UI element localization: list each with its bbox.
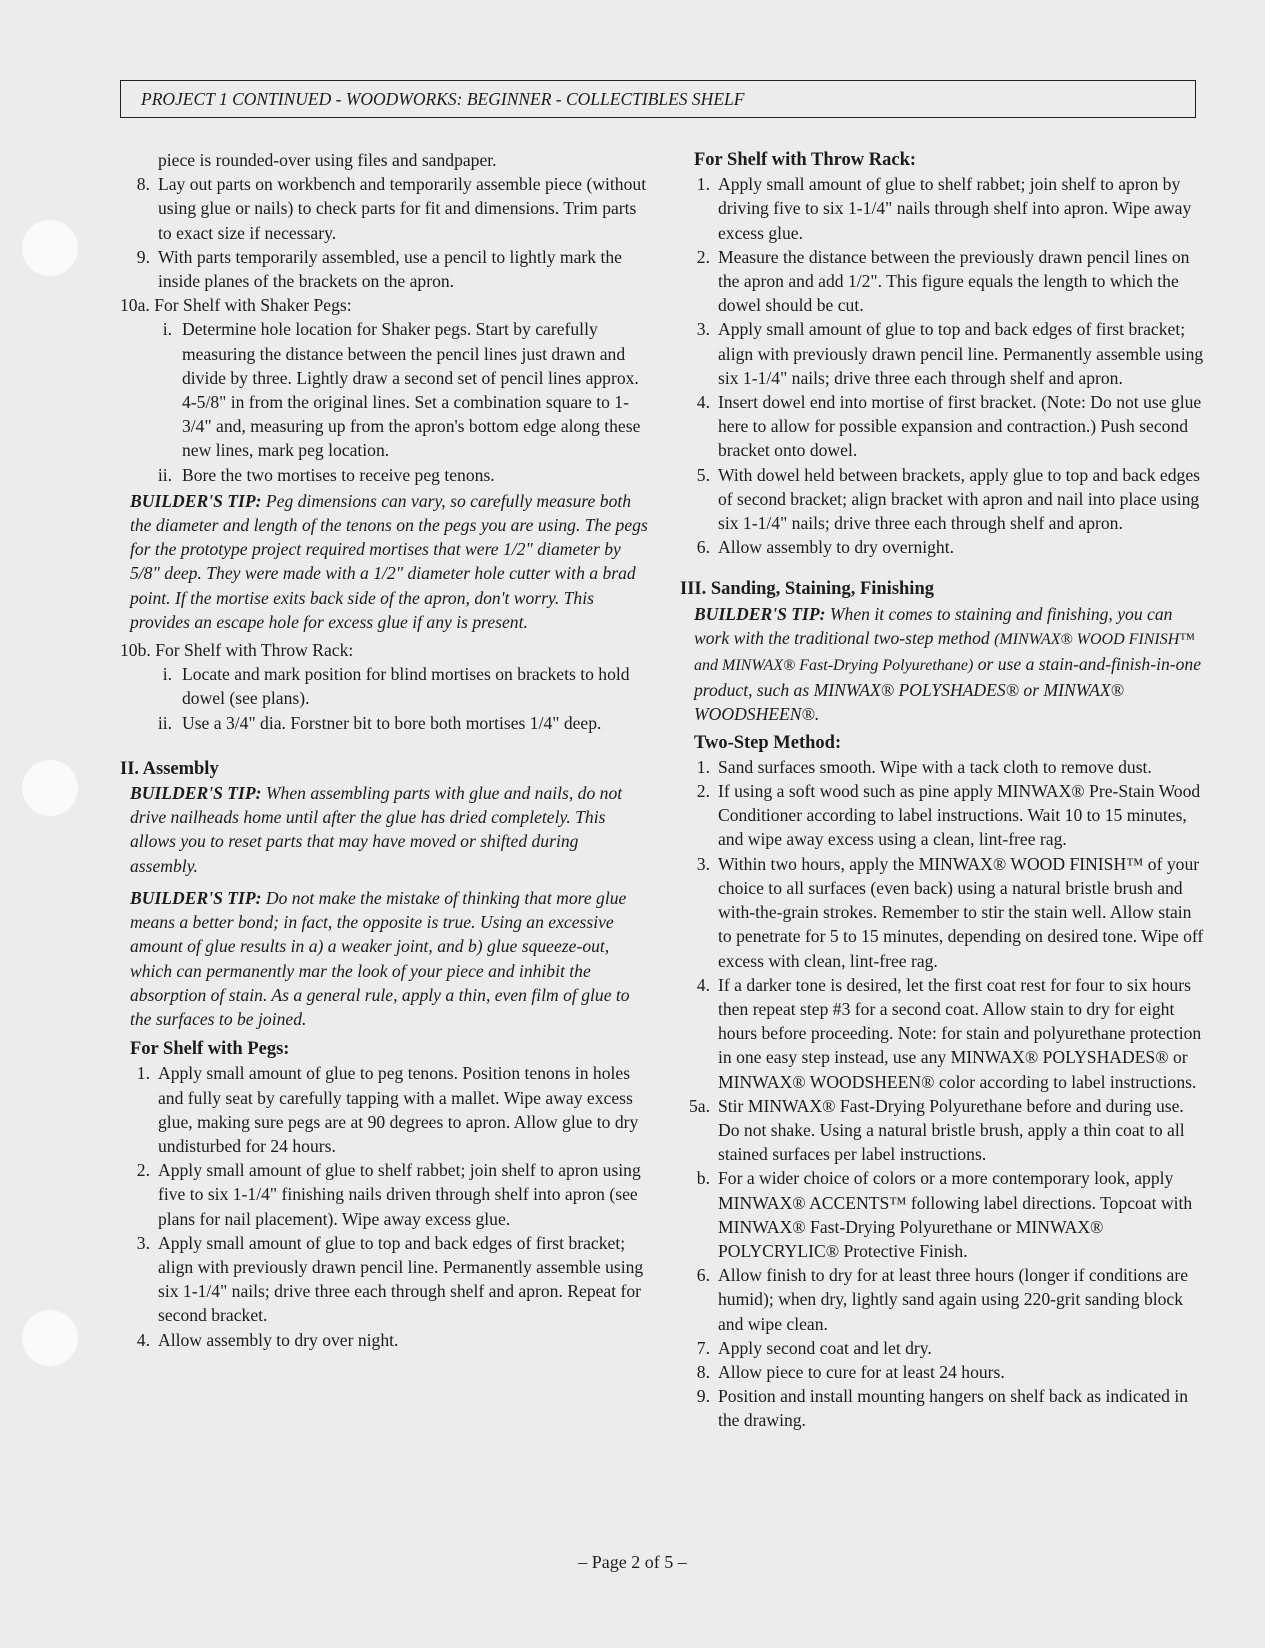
two-step-list [680,755,1208,1433]
list-item: 8. Lay out parts on workbench and temporarily assemble piece (without using glue or nails) to check parts for fit and dimensions. Trim parts to exact size if necessary. [136,174,647,243]
list-item-text: If a darker tone is desired, let the first coat rest for four to six hours then repeat step #3 for a second coat. Allow stain to dry for eight hours before proceeding. Note: for stain and polyurethane protection in one easy step instead, use any MINWAX® POLYSHADES® or MINWAX® WOODSHEEN® color according to label instructions. [718,974,1202,1092]
list-item-number: 2. [136,1160,150,1181]
pegs-steps-list [120,1061,648,1351]
builders-tip: BUILDER'S TIP: When assembling parts with glue and nails, do not drive nailheads home until after the glue has dried completely. This allows you to reset parts that may have moved or shifted during assembly. [130,783,623,876]
list-item [680,245,1208,318]
list-item-number: 4. [696,392,710,413]
list-item [120,1158,648,1231]
list-item-number: 3. [696,853,710,874]
list-item-number: 4. [696,974,710,995]
builders-tip: BUILDER'S TIP: When it comes to staining and finishing, you can work with the traditional two-step method (MINWAX® WOOD FINISH™ and MINWAX® Fast-Drying Polyurethane) or use a stain-and-finish-in-one product, such as MINWAX® POLYSHADES® or MINWAX® WOODSHEEN®. [694,603,1202,725]
list-item-text: Position and install mounting hangers on shelf back as indicated in the drawing. [718,1386,1189,1431]
list-item-text: Stir MINWAX® Fast-Drying Polyurethane before and during use. Do not shake. Using a natural bristle brush, apply a thin coat to all stained surfaces per label instructions. [718,1095,1185,1165]
list-item-text: With dowel held between brackets, apply glue to top and back edges of second bracket; align bracket with apron and nail into place using six 1-1/4" nails; drive three each through shelf and apron. [718,464,1200,534]
throw-rack-heading: For Shelf with Throw Rack: [694,150,917,170]
builders-tip: BUILDER'S TIP: Peg dimensions can vary, so carefully measure both the diameter and length of the tenons on the pegs you are using. The pegs for the prototype project required mortises that were 1/2" diameter by 5/8" deep. They were made with a 1/2" diameter hole cutter with a brad point. If the mortise exits back side of the apron, don't worry. This provides an escape hole for excess glue if any is present. [130,490,648,632]
list-item-number: 3. [696,319,710,340]
list-item-number: 2. [696,781,710,802]
list-item-text: Apply small amount of glue to shelf rabbet; join shelf to apron using five to six 1-1/4" finishing nails driven through shelf into apron (see plans for nail placement). Wipe away excess glue. [158,1160,641,1229]
header-title: PROJECT 1 CONTINUED - WOODWORKS: BEGINNER - COLLECTIBLES SHELF [141,89,745,109]
left-column [120,148,648,1352]
list-item [680,1336,1208,1360]
continued-text: piece is rounded-over using files and sandpaper. [158,150,497,170]
list-item-text: Apply second coat and let dry. [718,1337,932,1358]
list-item-number: 7. [696,1337,710,1358]
list-item-number: 5a. [688,1095,710,1116]
list-item [680,755,1208,779]
throw-rack-steps-list [680,172,1208,559]
list-item-text: Insert dowel end into mortise of first bracket. (Note: Do not use glue here to allow for possible expansion and contraction.) Push second bracket onto dowel. [718,392,1202,461]
list-item [680,535,1208,559]
list-item-text: Allow piece to cure for at least 24 hours. [718,1361,1005,1382]
list-item [680,852,1208,973]
list-item: 9. With parts temporarily assembled, use a pencil to lightly mark the inside planes of the brackets on the apron. [136,246,622,292]
list-item [680,779,1208,852]
list-item [680,1263,1208,1336]
page-number: – Page 2 of 5 – [578,1552,687,1572]
list-item [680,317,1208,390]
list-item [120,1061,648,1158]
list-item-text: Allow assembly to dry overnight. [718,537,955,558]
list-item-number: 1. [696,174,710,195]
list-item-text: Apply small amount of glue to top and back edges of first bracket; align with previously drawn pencil line. Permanently assemble using six 1-1/4" nails; drive three each through shelf and apron. [718,319,1204,388]
pegs-heading: For Shelf with Pegs: [130,1039,290,1060]
list-item-number: 4. [136,1329,150,1350]
list-item [120,1328,648,1352]
list-item [680,1384,1208,1432]
list-item-number: 1. [136,1063,150,1084]
list-item-text: Apply small amount of glue to shelf rabbet; join shelf to apron by driving five to six 1-1/4" nails through shelf into apron. Wipe away excess glue. [718,174,1192,243]
list-item-text: Apply small amount of glue to top and back edges of first bracket; align with previously drawn pencil line. Permanently assemble using six 1-1/4" nails; drive three each through shelf and apron. Repeat for second bracket. [158,1232,644,1326]
list-item-text: Measure the distance between the previously drawn pencil lines on the apron and add 1/2". This figure equals the length to which the dowel should be cut. [718,246,1190,316]
assembly-heading: II. Assembly [120,758,219,779]
list-item-number: b. [696,1168,710,1189]
subsection-10a: 10a. For Shelf with Shaker Pegs: [120,295,352,316]
list-item: i. Locate and mark position for blind mortises on brackets to hold dowel (see plans). [162,664,630,709]
list-item-number: 3. [136,1232,150,1253]
page-header [120,80,1196,118]
punch-hole [22,1310,78,1366]
list-item-text: For a wider choice of colors or a more contemporary look, apply MINWAX® ACCENTS™ following label directions. Topcoat with MINWAX® Fast-Drying Polyurethane or MINWAX® POLYCRYLIC® Protective Finish. [718,1168,1193,1261]
list-item-number: 1. [696,756,710,777]
list-item-text: Allow finish to dry for at least three hours (longer if conditions are humid); when dry, lightly sand again using 220-grit sanding block and wipe clean. [718,1265,1189,1334]
list-item-number: 6. [696,537,710,558]
list-item [680,172,1208,245]
two-step-heading: Two-Step Method: [694,732,842,753]
list-item: ii. Bore the two mortises to receive peg tenons. [157,464,495,485]
list-item: ii. Use a 3/4" dia. Forstner bit to bore both mortises 1/4" deep. [157,712,602,733]
list-item [680,973,1208,1094]
subsection-10b: 10b. For Shelf with Throw Rack: [120,640,354,661]
builders-tip: BUILDER'S TIP: Do not make the mistake of thinking that more glue means a better bond; in fact, the opposite is true. Using an excessive amount of glue results in a) a weaker joint, and b) glue squeeze-out, which can permanently mar the look of your piece and inhibit the absorption of stain. As a general rule, apply a thin, even film of glue to the surfaces to be joined. [130,887,630,1029]
list-item-text: If using a soft wood such as pine apply MINWAX® Pre-Stain Wood Conditioner according to label instructions. Wait 10 to 15 minutes, and wipe away excess using a clean, lint-free rag. [718,781,1201,850]
list-item [120,1231,648,1328]
list-item-number: 6. [696,1265,710,1286]
list-item [680,463,1208,536]
list-item [680,1094,1208,1167]
list-item-number: 8. [696,1361,710,1382]
right-column [680,148,1208,1433]
list-item: i. Determine hole location for Shaker pegs. Start by carefully measuring the distance between the pencil lines just drawn and divide by three. Lightly draw a second set of pencil lines approx. 4-5/8" in from the original lines. Set a combination square to 1-3/4" and, measuring up from the apron's bottom edge along these new lines, mark peg location. [162,319,641,461]
list-item-text: Allow assembly to dry over night. [158,1329,399,1350]
list-item-number: 2. [696,246,710,267]
punch-hole [22,220,78,276]
finishing-heading: III. Sanding, Staining, Finishing [680,579,934,600]
list-item [680,390,1208,463]
list-item [680,1360,1208,1384]
list-item-text: Within two hours, apply the MINWAX® WOOD FINISH™ of your choice to all surfaces (even back) using a natural bristle brush and with-the-grain strokes. Remember to stir the stain well. Allow stain to penetrate for 5 to 15 minutes, depending on desired tone. Wipe off excess with clean, lint-free rag. [718,853,1204,971]
list-item [680,1166,1208,1263]
list-item-number: 5. [696,464,710,485]
punch-hole [22,760,78,816]
list-item-number: 9. [696,1386,710,1407]
list-item-text: Sand surfaces smooth. Wipe with a tack cloth to remove dust. [718,756,1152,777]
list-item-text: Apply small amount of glue to peg tenons. Position tenons in holes and fully seat by carefully tapping with a mallet. Wipe away excess glue, making sure pegs are at 90 degrees to apron. Allow glue to dry undisturbed for 24 hours. [158,1063,639,1156]
